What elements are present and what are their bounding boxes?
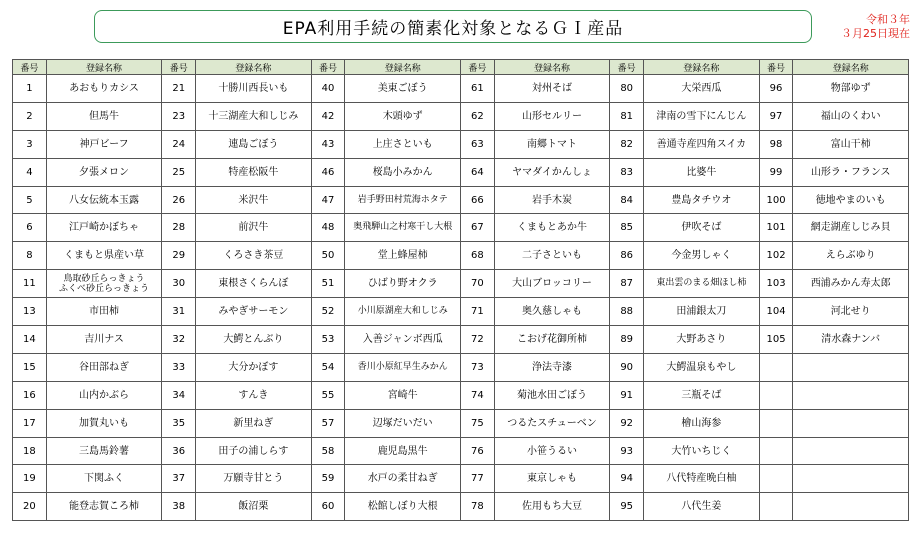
product-name: 津南の雪下にんじん <box>644 102 760 130</box>
product-name: 夕張メロン <box>46 158 162 186</box>
table-row <box>13 326 909 354</box>
product-number: 6 <box>13 214 47 242</box>
product-number: 68 <box>460 242 494 270</box>
product-name: 松館しぼり大根 <box>345 493 461 521</box>
product-number: 17 <box>13 409 47 437</box>
product-name: 善通寺産四角スイカ <box>644 130 760 158</box>
product-number: 95 <box>610 493 644 521</box>
table-row <box>13 242 909 270</box>
product-number: 2 <box>13 102 47 130</box>
table-row <box>13 158 909 186</box>
product-number: 20 <box>13 493 47 521</box>
product-name: 大分かぼす <box>196 353 312 381</box>
table-row <box>13 102 909 130</box>
product-name: 加賀丸いも <box>46 409 162 437</box>
product-number: 23 <box>162 102 196 130</box>
product-number: 14 <box>13 326 47 354</box>
product-name: 田浦銀太刀 <box>644 298 760 326</box>
product-number: 38 <box>162 493 196 521</box>
product-number: 46 <box>311 158 345 186</box>
product-number: 60 <box>311 493 345 521</box>
product-name: 吉川ナス <box>46 326 162 354</box>
product-number: 37 <box>162 465 196 493</box>
product-number: 19 <box>13 465 47 493</box>
product-number: 101 <box>759 214 793 242</box>
product-number: 62 <box>460 102 494 130</box>
product-number: 1 <box>13 75 47 103</box>
product-number: 96 <box>759 75 793 103</box>
product-number: 4 <box>13 158 47 186</box>
product-name: 米沢牛 <box>196 186 312 214</box>
product-name: 市田柿 <box>46 298 162 326</box>
product-number: 57 <box>311 409 345 437</box>
product-name: 二子さといも <box>494 242 610 270</box>
product-number: 42 <box>311 102 345 130</box>
product-number: 34 <box>162 381 196 409</box>
product-number: 77 <box>460 465 494 493</box>
product-name: 水戸の柔甘ねぎ <box>345 465 461 493</box>
table-row <box>13 437 909 465</box>
product-name: 東京しゃも <box>494 465 610 493</box>
product-name: 大栄西瓜 <box>644 75 760 103</box>
product-name <box>793 409 909 437</box>
product-name: 鹿児島黒牛 <box>345 437 461 465</box>
product-number: 67 <box>460 214 494 242</box>
product-number: 75 <box>460 409 494 437</box>
product-number: 24 <box>162 130 196 158</box>
table-row <box>13 465 909 493</box>
product-name: 伊吹そば <box>644 214 760 242</box>
product-name <box>793 353 909 381</box>
product-name: えらぶゆり <box>793 242 909 270</box>
product-number: 36 <box>162 437 196 465</box>
date-day-line: ３月25日現在 <box>841 27 910 40</box>
product-name: 三島馬鈴薯 <box>46 437 162 465</box>
product-name: 南郷トマト <box>494 130 610 158</box>
product-number: 71 <box>460 298 494 326</box>
product-number: 86 <box>610 242 644 270</box>
product-number: 91 <box>610 381 644 409</box>
product-number: 102 <box>759 242 793 270</box>
product-name: 鳥取砂丘らっきょう ふくべ砂丘らっきょう <box>46 270 162 298</box>
product-number: 30 <box>162 270 196 298</box>
product-name: 富山干柿 <box>793 130 909 158</box>
product-number: 90 <box>610 353 644 381</box>
product-number: 85 <box>610 214 644 242</box>
table-row <box>13 214 909 242</box>
product-name: 新里ねぎ <box>196 409 312 437</box>
column-header-number: 番号 <box>759 60 793 75</box>
table-body <box>13 75 909 521</box>
product-number: 32 <box>162 326 196 354</box>
product-number: 54 <box>311 353 345 381</box>
column-header-number: 番号 <box>460 60 494 75</box>
product-number: 33 <box>162 353 196 381</box>
product-name: 八代生姜 <box>644 493 760 521</box>
product-number: 76 <box>460 437 494 465</box>
product-name: 大山ブロッコリー <box>494 270 610 298</box>
product-number: 31 <box>162 298 196 326</box>
product-name: 田子の浦しらす <box>196 437 312 465</box>
product-number: 21 <box>162 75 196 103</box>
product-name <box>793 493 909 521</box>
product-number: 70 <box>460 270 494 298</box>
product-number <box>759 437 793 465</box>
product-name: くまもと県産い草 <box>46 242 162 270</box>
product-name: 西浦みかん寿太郎 <box>793 270 909 298</box>
product-number: 26 <box>162 186 196 214</box>
table-row <box>13 130 909 158</box>
column-header-name: 登録名称 <box>46 60 162 75</box>
product-name: 飯沼栗 <box>196 493 312 521</box>
product-name: 江戸崎かぼちゃ <box>46 214 162 242</box>
product-name: 特産松阪牛 <box>196 158 312 186</box>
product-name: 小笹うるい <box>494 437 610 465</box>
product-number: 29 <box>162 242 196 270</box>
product-number: 66 <box>460 186 494 214</box>
product-name: 清水森ナンバ <box>793 326 909 354</box>
product-number: 97 <box>759 102 793 130</box>
product-number: 99 <box>759 158 793 186</box>
product-number: 74 <box>460 381 494 409</box>
product-name: 谷田部ねぎ <box>46 353 162 381</box>
product-name: 奥久慈しゃも <box>494 298 610 326</box>
product-name: 比婆牛 <box>644 158 760 186</box>
product-name: 大鰐とんぶり <box>196 326 312 354</box>
product-name: くろさき茶豆 <box>196 242 312 270</box>
product-number: 13 <box>13 298 47 326</box>
product-name: 十三湖産大和しじみ <box>196 102 312 130</box>
product-number: 92 <box>610 409 644 437</box>
product-number: 47 <box>311 186 345 214</box>
product-name: ひばり野オクラ <box>345 270 461 298</box>
product-name: 三瓶そば <box>644 381 760 409</box>
product-name <box>793 381 909 409</box>
product-name: 今金男しゃく <box>644 242 760 270</box>
product-name: 河北せり <box>793 298 909 326</box>
product-name: 豊島タチウオ <box>644 186 760 214</box>
product-number <box>759 409 793 437</box>
table-row <box>13 493 909 521</box>
product-number: 5 <box>13 186 47 214</box>
product-name: 岩手木炭 <box>494 186 610 214</box>
product-number: 15 <box>13 353 47 381</box>
product-number <box>759 353 793 381</box>
product-number: 61 <box>460 75 494 103</box>
product-name: 岩手野田村荒海ホタテ <box>345 186 461 214</box>
column-header-name: 登録名称 <box>494 60 610 75</box>
product-number: 51 <box>311 270 345 298</box>
table-row <box>13 270 909 298</box>
product-number: 16 <box>13 381 47 409</box>
product-name: 菊池水田ごぼう <box>494 381 610 409</box>
product-name: 桜島小みかん <box>345 158 461 186</box>
product-name: 堂上蜂屋柿 <box>345 242 461 270</box>
product-name: つるたスチューベン <box>494 409 610 437</box>
product-name: 宮崎牛 <box>345 381 461 409</box>
product-name: 上庄さといも <box>345 130 461 158</box>
product-name: くまもとあか牛 <box>494 214 610 242</box>
product-name: 山形ラ・フランス <box>793 158 909 186</box>
product-name: 網走湖産しじみ貝 <box>793 214 909 242</box>
date-era-line: 令和３年 <box>866 13 910 26</box>
product-name: 福山のくわい <box>793 102 909 130</box>
product-number: 8 <box>13 242 47 270</box>
product-number: 48 <box>311 214 345 242</box>
product-number: 84 <box>610 186 644 214</box>
product-name: 山内かぶら <box>46 381 162 409</box>
product-name: 八女伝統本玉露 <box>46 186 162 214</box>
product-number: 40 <box>311 75 345 103</box>
product-name: 但馬牛 <box>46 102 162 130</box>
table-row <box>13 381 909 409</box>
product-number: 78 <box>460 493 494 521</box>
product-name: 能登志賀ころ柿 <box>46 493 162 521</box>
product-name: 香川小原紅早生みかん <box>345 353 461 381</box>
product-name: 十勝川西長いも <box>196 75 312 103</box>
product-number: 94 <box>610 465 644 493</box>
product-name: 木頭ゆず <box>345 102 461 130</box>
product-number <box>759 493 793 521</box>
product-name: 神戸ビーフ <box>46 130 162 158</box>
product-number: 88 <box>610 298 644 326</box>
product-number: 103 <box>759 270 793 298</box>
column-header-number: 番号 <box>610 60 644 75</box>
column-header-name: 登録名称 <box>644 60 760 75</box>
product-name <box>793 465 909 493</box>
table-row <box>13 186 909 214</box>
product-number: 18 <box>13 437 47 465</box>
product-name: 辺塚だいだい <box>345 409 461 437</box>
product-name: 下関ふく <box>46 465 162 493</box>
product-name: 東出雲のまる畑ほし柿 <box>644 270 760 298</box>
as-of-date <box>828 13 910 41</box>
product-name: みやぎサーモン <box>196 298 312 326</box>
product-number: 50 <box>311 242 345 270</box>
column-header-name: 登録名称 <box>345 60 461 75</box>
product-name: 山形セルリー <box>494 102 610 130</box>
product-number: 11 <box>13 270 47 298</box>
product-number <box>759 465 793 493</box>
product-name: ヤマダイかんしょ <box>494 158 610 186</box>
product-name: 八代特産晩白柚 <box>644 465 760 493</box>
product-number: 52 <box>311 298 345 326</box>
product-name: 大野あさり <box>644 326 760 354</box>
column-header-name: 登録名称 <box>196 60 312 75</box>
product-number: 104 <box>759 298 793 326</box>
product-number: 72 <box>460 326 494 354</box>
page-title-box <box>94 10 812 43</box>
product-name: 美東ごぼう <box>345 75 461 103</box>
product-number: 63 <box>460 130 494 158</box>
product-name: 東根さくらんぼ <box>196 270 312 298</box>
product-name: 大鰐温泉もやし <box>644 353 760 381</box>
column-header-number: 番号 <box>162 60 196 75</box>
column-header-number: 番号 <box>13 60 47 75</box>
product-number: 58 <box>311 437 345 465</box>
product-name <box>793 437 909 465</box>
product-number: 28 <box>162 214 196 242</box>
product-name: 大竹いちじく <box>644 437 760 465</box>
product-name: 奥飛騨山之村寒干し大根 <box>345 214 461 242</box>
product-name: すんき <box>196 381 312 409</box>
table-row <box>13 353 909 381</box>
column-header-name: 登録名称 <box>793 60 909 75</box>
product-number: 98 <box>759 130 793 158</box>
product-name: 徳地やまのいも <box>793 186 909 214</box>
product-name: あおもりカシス <box>46 75 162 103</box>
product-number: 53 <box>311 326 345 354</box>
product-number <box>759 381 793 409</box>
product-number: 81 <box>610 102 644 130</box>
product-number: 73 <box>460 353 494 381</box>
product-name: 浄法寺漆 <box>494 353 610 381</box>
product-name: こおげ花御所柿 <box>494 326 610 354</box>
product-name: 佐用もち大豆 <box>494 493 610 521</box>
product-number: 43 <box>311 130 345 158</box>
product-name: 対州そば <box>494 75 610 103</box>
product-name: 万願寺甘とう <box>196 465 312 493</box>
product-number: 80 <box>610 75 644 103</box>
product-number: 93 <box>610 437 644 465</box>
product-number: 89 <box>610 326 644 354</box>
product-number: 59 <box>311 465 345 493</box>
gi-products-table <box>12 59 909 521</box>
product-number: 83 <box>610 158 644 186</box>
product-number: 64 <box>460 158 494 186</box>
product-name: 前沢牛 <box>196 214 312 242</box>
product-name: 物部ゆず <box>793 75 909 103</box>
page-title: EPA利用手続の簡素化対象となるＧＩ産品 <box>282 19 624 39</box>
product-name: 連島ごぼう <box>196 130 312 158</box>
table-row <box>13 298 909 326</box>
product-number: 55 <box>311 381 345 409</box>
table-header-row <box>13 60 909 75</box>
column-header-number: 番号 <box>311 60 345 75</box>
product-number: 82 <box>610 130 644 158</box>
product-name: 小川原湖産大和しじみ <box>345 298 461 326</box>
table-row <box>13 409 909 437</box>
product-name: 檜山海参 <box>644 409 760 437</box>
product-number: 3 <box>13 130 47 158</box>
table-row <box>13 75 909 103</box>
product-name: 入善ジャンボ西瓜 <box>345 326 461 354</box>
product-number: 87 <box>610 270 644 298</box>
product-number: 105 <box>759 326 793 354</box>
product-number: 25 <box>162 158 196 186</box>
product-number: 100 <box>759 186 793 214</box>
product-number: 35 <box>162 409 196 437</box>
